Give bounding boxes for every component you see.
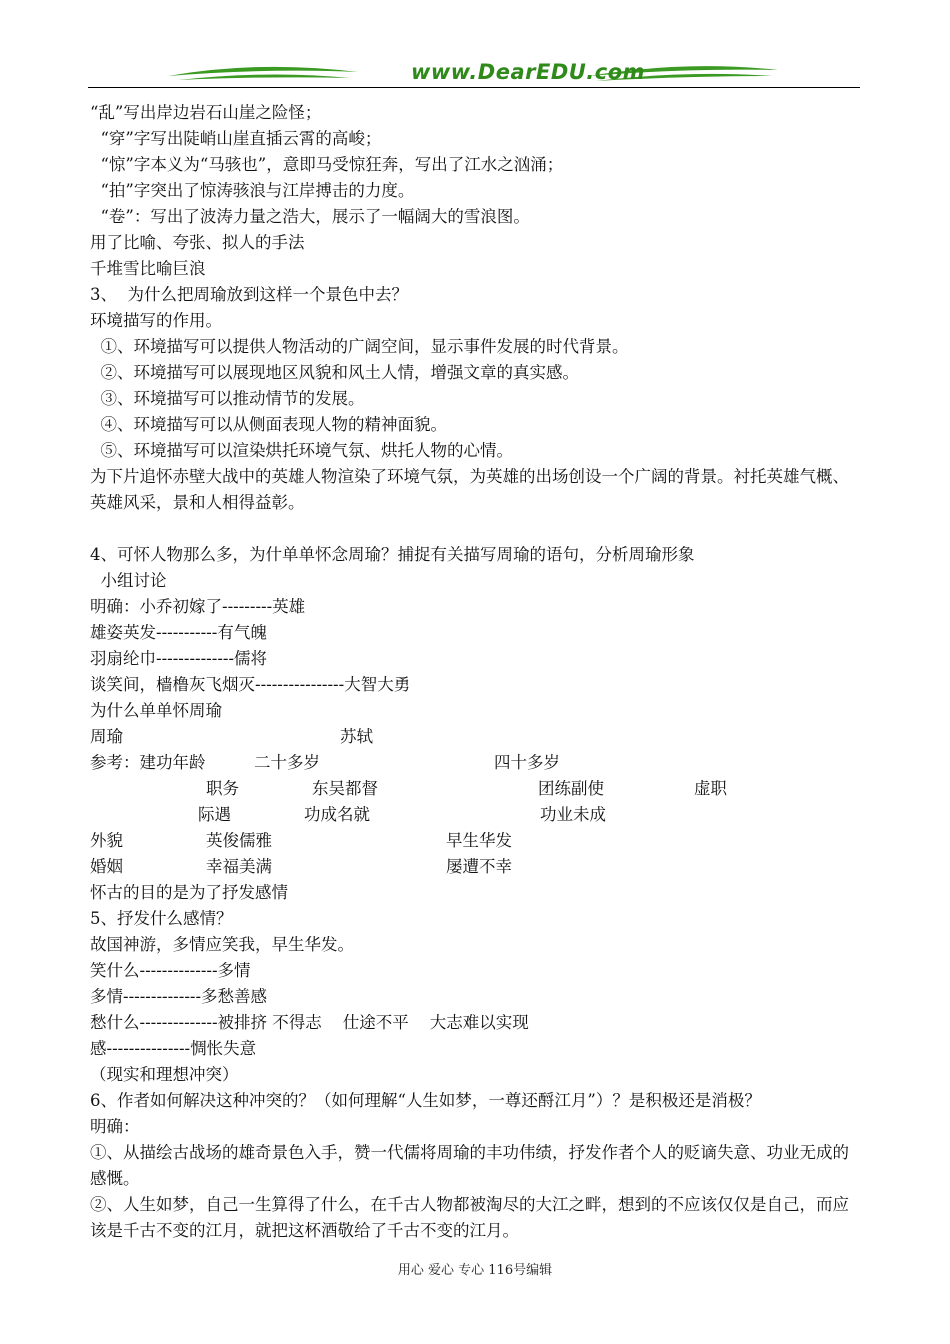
question-heading: 6、作者如何解决这种冲突的？（如何理解“人生如梦，一尊还酹江月”）？是积极还是消极？	[90, 1091, 761, 1110]
compare-age-a: 二十多岁	[254, 753, 320, 772]
text-line: 感---------------惆怅失意	[90, 1039, 257, 1058]
compare-ref-label: 参考：建功年龄	[90, 753, 206, 772]
compare-col-b: 苏轼	[340, 727, 373, 746]
text-line: 明确：小乔初嫁了---------英雄	[90, 597, 306, 616]
compare-look-b: 早生华发	[446, 831, 512, 850]
text-line: 谈笑间，樯橹灰飞烟灭----------------大智大勇	[90, 675, 411, 694]
text-line: “穿”字写出陡峭山崖直插云霄的高峻；	[90, 129, 382, 148]
compare-fate-b: 功业未成	[540, 805, 606, 824]
text-line: 故国神游，多情应笑我，早生华发。	[90, 935, 354, 954]
text-line: 千堆雪比喻巨浪	[90, 259, 206, 278]
compare-post-a: 东吴都督	[312, 779, 378, 798]
list-item: ⑤、环境描写可以渲染烘托环境气氛、烘托人物的心情。	[90, 441, 513, 460]
text-line: （现实和理想冲突）	[90, 1065, 239, 1084]
compare-post-label: 职务	[206, 779, 239, 798]
text-line: “卷”：写出了波涛力量之浩大，展示了一幅阔大的雪浪图。	[90, 207, 530, 226]
compare-post-b2: 虚职	[694, 779, 727, 798]
compare-fate-a: 功成名就	[304, 805, 370, 824]
site-url: www.DearEDU.com	[410, 60, 646, 84]
header-rule	[88, 87, 860, 88]
compare-look-label: 外貌	[90, 831, 123, 850]
text-line: 笑什么--------------多情	[90, 961, 251, 980]
text-line: 为什么单单怀周瑜	[90, 701, 222, 720]
text-line: 羽扇纶巾--------------儒将	[90, 649, 268, 668]
paragraph: ①、从描绘古战场的雄奇景色入手，赞一代儒将周瑜的丰功伟绩，抒发作者个人的贬谪失意、功业无成的感慨。	[90, 1143, 849, 1188]
compare-row-look	[90, 828, 862, 854]
text-line: “乱”写出岸边岩石山崖之险怪；	[90, 103, 322, 122]
text-line: 环境描写的作用。	[90, 311, 222, 330]
text-line: 小组讨论	[90, 571, 167, 590]
text-line: 雄姿英发-----------有气魄	[90, 623, 267, 642]
list-item: ①、环境描写可以提供人物活动的广阔空间，显示事件发展的时代背景。	[90, 337, 629, 356]
compare-look-a: 英俊儒雅	[206, 831, 272, 850]
compare-post-b: 团练副使	[538, 779, 604, 798]
compare-age-b: 四十多岁	[494, 753, 560, 772]
text-line: 愁什么--------------被排挤 不得志 仕途不平 大志难以实现	[90, 1013, 529, 1032]
compare-col-a: 周瑜	[90, 727, 123, 746]
question-heading: 3、 为什么把周瑜放到这样一个景色中去？	[90, 285, 408, 304]
page-footer: 用心 爱心 专心 116号编辑	[397, 1263, 553, 1278]
blank-line	[90, 516, 862, 542]
compare-marry-b: 屡遭不幸	[446, 857, 512, 876]
list-item: ②、环境描写可以展现地区风貌和风土人情，增强文章的真实感。	[90, 363, 579, 382]
compare-row-marry	[90, 854, 862, 880]
text-line: 多情--------------多愁善感	[90, 987, 268, 1006]
compare-marry-label: 婚姻	[90, 857, 123, 876]
compare-fate-label: 际遇	[198, 805, 231, 824]
compare-row-fate	[90, 802, 862, 828]
page-header	[88, 56, 860, 90]
text-line: 用了比喻、夸张、拟人的手法	[90, 233, 305, 252]
compare-row-names	[90, 724, 862, 750]
paragraph: ②、人生如梦，自己一生算得了什么，在千古人物都被淘尽的大江之畔，想到的不应该仅仅是自己，而应该是千古不变的江月，就把这杯酒敬给了千古不变的江月。	[90, 1195, 849, 1240]
question-heading: 5、抒发什么感情？	[90, 909, 233, 928]
compare-row-post	[90, 776, 862, 802]
text-line: “惊”字本义为“马骇也”，意即马受惊狂奔，写出了江水之汹涌；	[90, 155, 564, 174]
compare-row-age	[90, 750, 862, 776]
list-item: ③、环境描写可以推动情节的发展。	[90, 389, 365, 408]
list-item: ④、环境描写可以从侧面表现人物的精神面貌。	[90, 415, 447, 434]
text-line: 明确：	[90, 1117, 140, 1136]
text-line: “拍”字突出了惊涛骇浪与江岸搏击的力度。	[90, 181, 415, 200]
compare-marry-a: 幸福美满	[206, 857, 272, 876]
paragraph: 为下片追怀赤壁大战中的英雄人物渲染了环境气氛，为英雄的出场创设一个广阔的背景。衬托英雄气概、英雄风采，景和人相得益彰。	[90, 467, 849, 512]
document-body	[90, 100, 862, 1244]
question-heading: 4、可怀人物那么多，为什单单怀念周瑜？捕捉有关描写周瑜的语句，分析周瑜形象	[90, 545, 695, 564]
text-line: 怀古的目的是为了抒发感情	[90, 883, 288, 902]
